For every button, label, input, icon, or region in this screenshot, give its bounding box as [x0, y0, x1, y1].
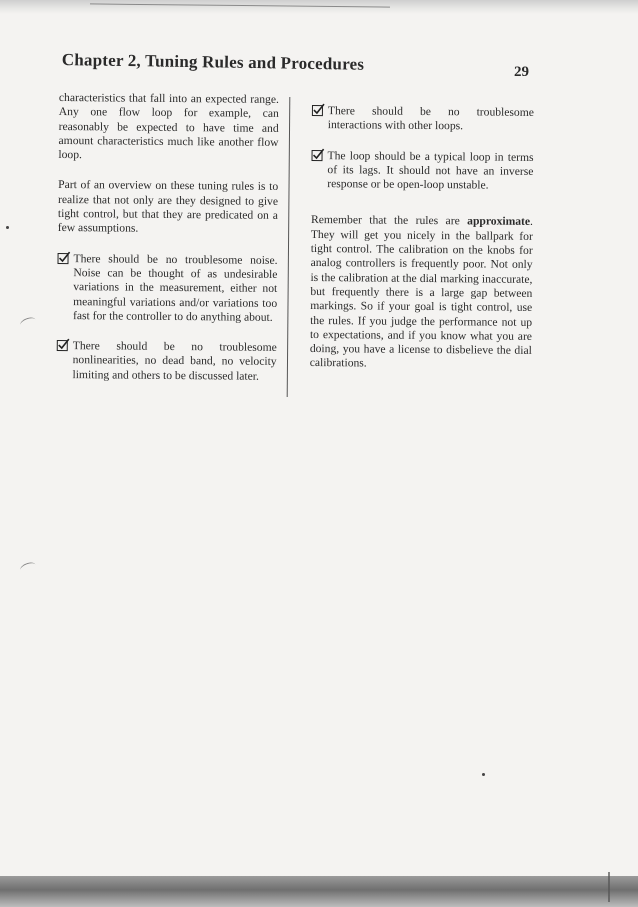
assumption-typical-loop-text: The loop should be a typical loop in terms of its lags. It should not have an inverse response or be open-loop unstable. [327, 148, 534, 192]
remember-rest: . They will get you nicely in the ballpark for tight control. The calibration on the knobs for analog controllers is frequently poor. Not only is the calibration at the dial marking inaccurate, but frequently there is a large gap between markings. So if your goal is tight control, use the rules. If you judge the performance not up to expectations, and if you know what you are doing, you have a license to disbelieve the dial calibrations. [309, 215, 534, 370]
scan-edge-mark [608, 872, 620, 902]
assumption-noise [57, 252, 278, 325]
column-divider [287, 97, 291, 397]
scan-margin-mark [19, 561, 37, 575]
checked-box-icon [57, 340, 68, 351]
right-column [310, 104, 534, 373]
scan-dot [482, 773, 485, 776]
checked-box-icon [312, 105, 323, 116]
chapter-title: Chapter 2, Tuning Rules and Procedures [61, 50, 365, 74]
scan-dot [6, 226, 9, 229]
paragraph-overview: Part of an overview on these tuning rules is to realize that not only are they designed to give tight control, but that they are predicated on a few assumptions. [57, 178, 279, 236]
paragraph-remember [310, 213, 533, 372]
checked-box-icon [57, 253, 68, 264]
remember-prefix: Remember that the rules are [310, 213, 468, 228]
remember-emphasis: approximate [467, 214, 531, 229]
assumption-noise-text: There should be no troublesome noise. Noise can be thought of as undesirable variations in the measurement, either not meaningful variations and/or variations too fast for the controller to do anything about. [72, 251, 278, 324]
scan-bottom-shadow [0, 876, 638, 907]
paragraph-characteristics: characteristics that fall into an expected range. Any one flow loop for example, can reasonably be expected to have time and amount characteristics much like another flow loop. [58, 91, 279, 162]
assumption-interactions [312, 104, 534, 135]
assumption-typical-loop [311, 149, 533, 194]
assumption-nonlinearities [56, 339, 276, 384]
page-number: 29 [514, 64, 529, 80]
assumption-nonlinearities-text: There should be no troublesome nonlinearities, no dead band, no velocity limiting and others to be discussed later. [72, 339, 277, 383]
scan-margin-mark [19, 316, 37, 330]
checked-box-icon [312, 150, 323, 161]
left-column [56, 91, 279, 400]
scan-top-shadow [0, 0, 638, 14]
assumption-interactions-text: There should be no troublesome interactions with other loops. [327, 104, 534, 133]
